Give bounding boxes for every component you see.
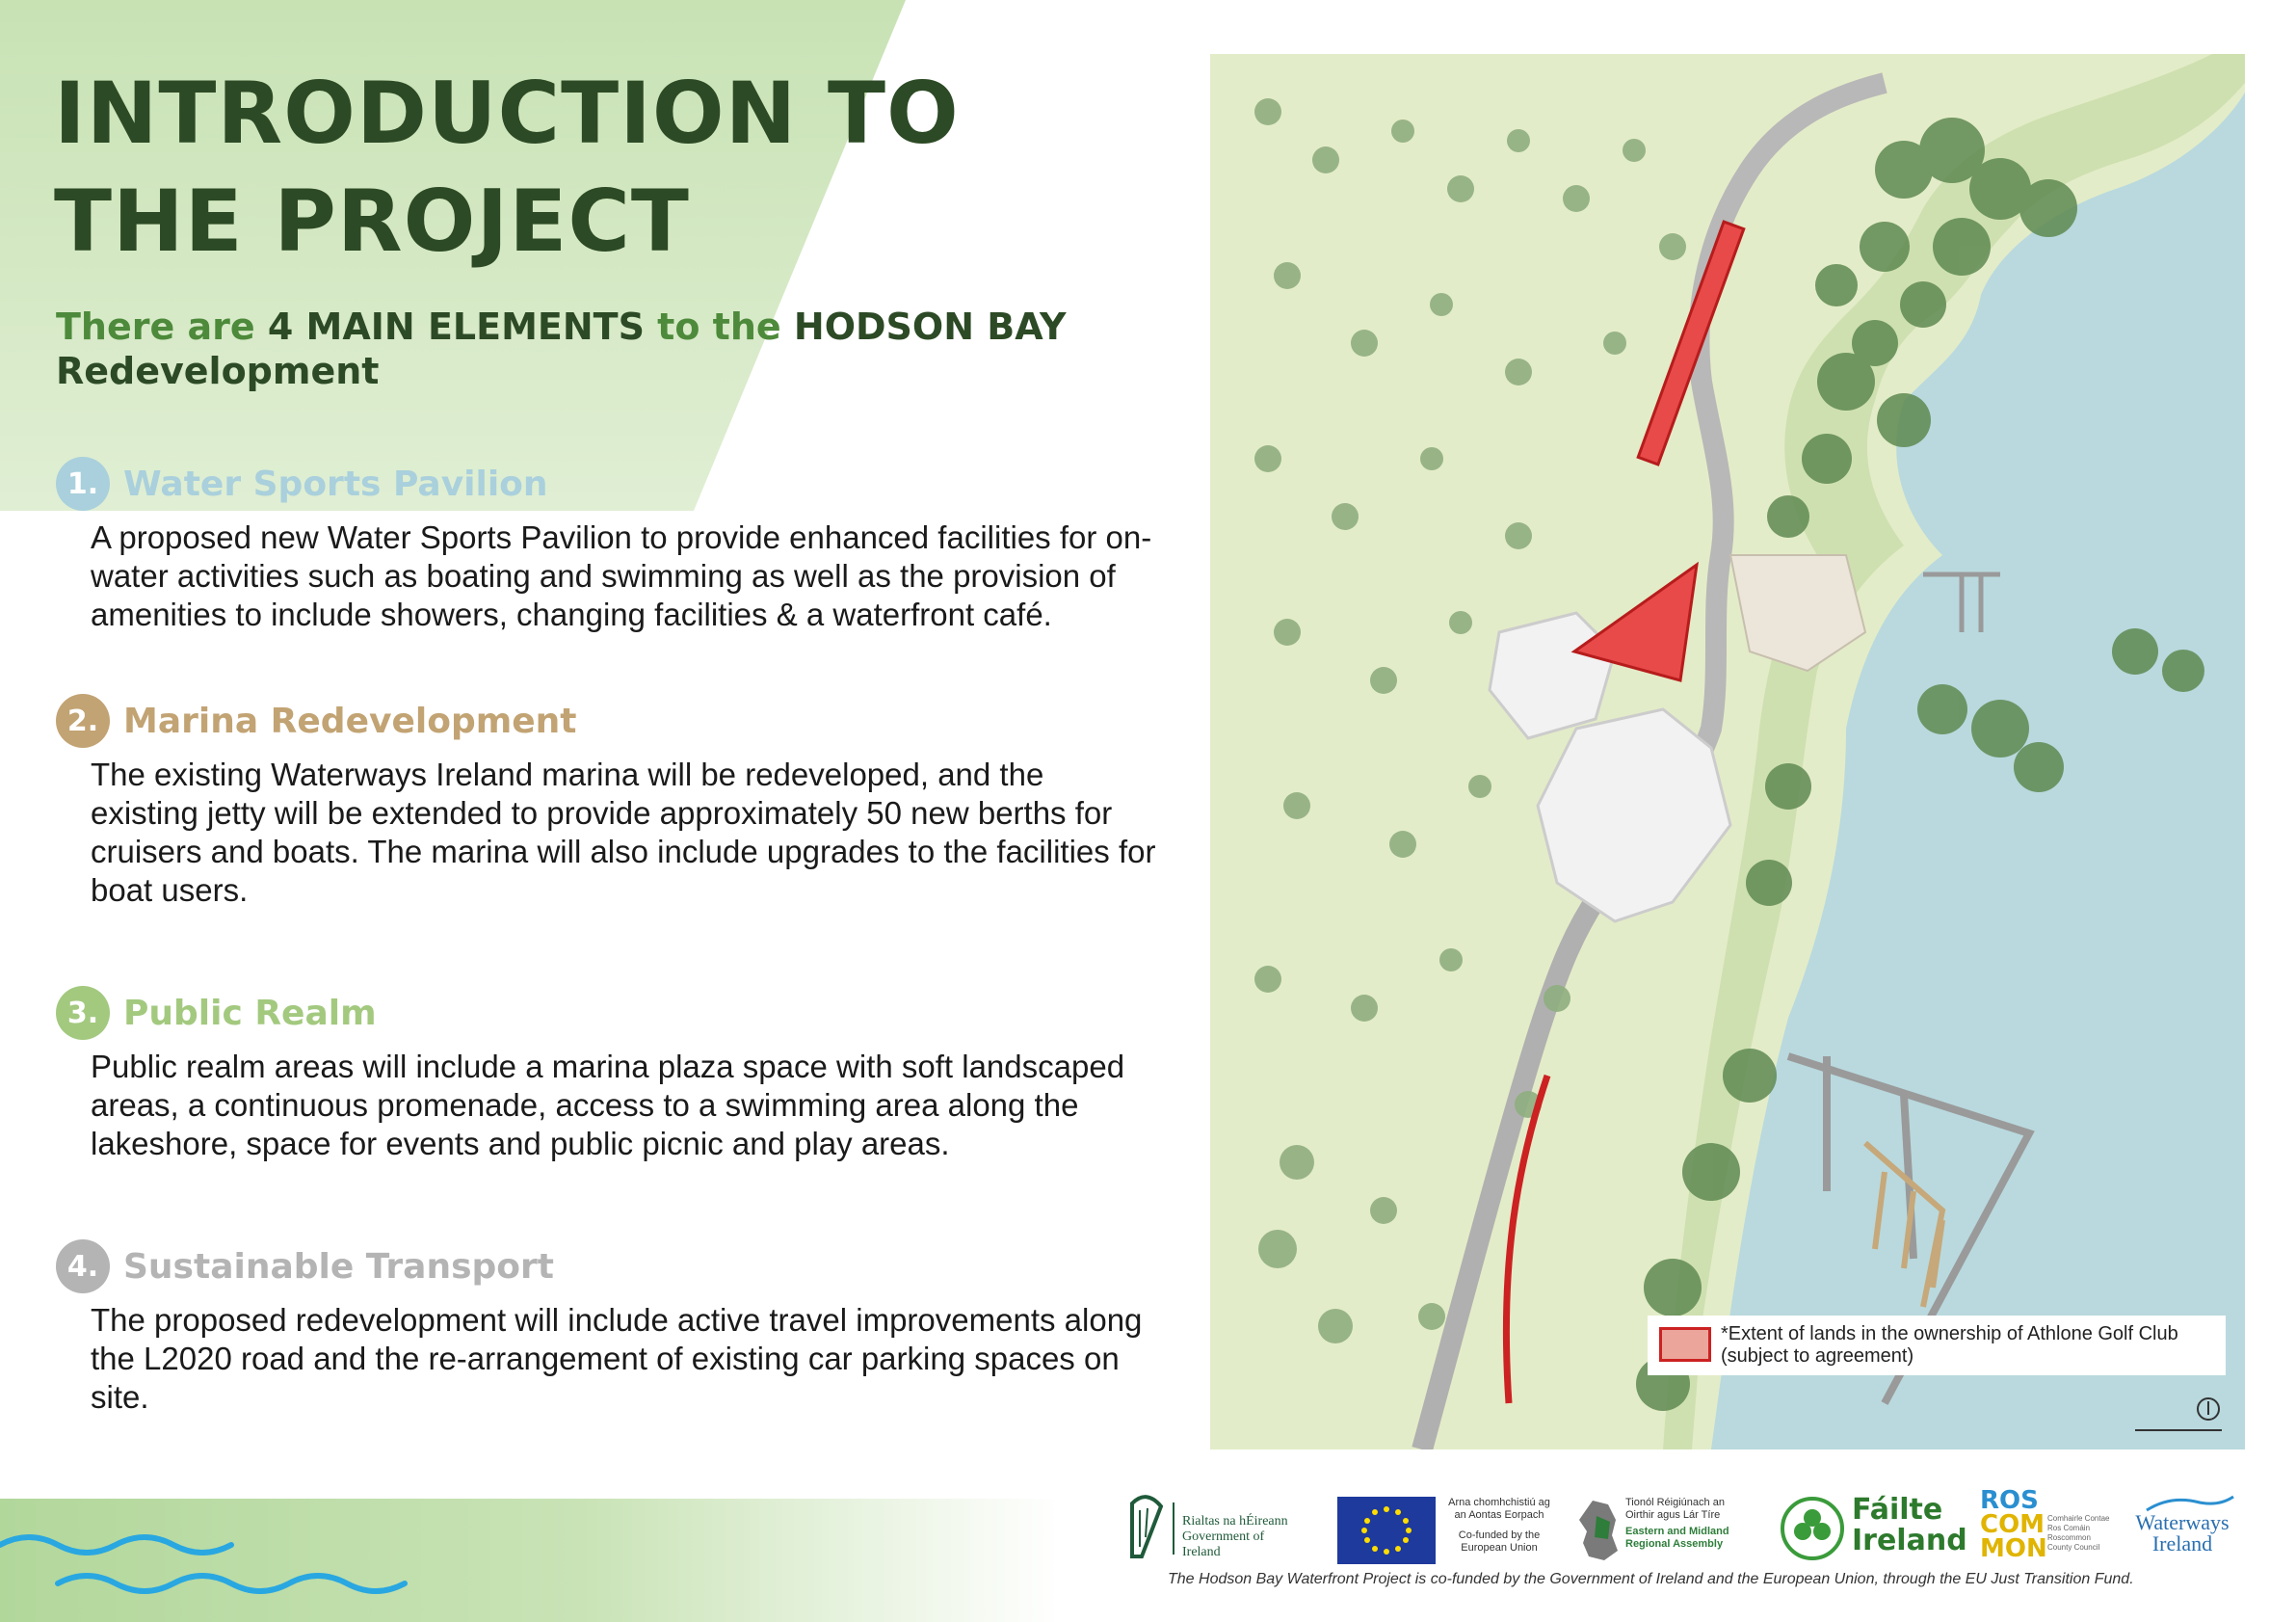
section-water-sports-pavilion: [56, 457, 1152, 634]
legend-swatch: [1659, 1327, 1711, 1362]
roscommon-english-name: Roscommon County Council: [2047, 1533, 2100, 1552]
section-body: A proposed new Water Sports Pavilion to provide enhanced facilities for on-water activities such as boating and swimming as well as the provision of amenities to include showers, changing facilities & a waterfront café.: [91, 519, 1152, 632]
roscommon-irish-name: Comhairle Contae Ros Comáin: [2047, 1514, 2110, 1532]
subtitle-part-2: 4 MAIN ELEMENTS: [267, 306, 645, 348]
section-title: Sustainable Transport: [123, 1246, 554, 1287]
waterways-ireland-logo: [2124, 1489, 2250, 1566]
map-legend: [1648, 1316, 2226, 1375]
government-of-ireland-logo: [1113, 1489, 1306, 1566]
subtitle-part-3: to the: [644, 306, 794, 348]
section-body: The proposed redevelopment will include active travel improvements along the L2020 road and the re-arrangement of existing car parking spaces on site.: [91, 1302, 1143, 1415]
gov-english-name: Government of Ireland: [1182, 1529, 1265, 1559]
legend-text: *Extent of lands in the ownership of Athlone Golf Club (subject to agreement): [1721, 1323, 2178, 1367]
section-marina-redevelopment: [56, 694, 1156, 910]
assembly-english-name: Eastern and Midland Regional Assembly: [1625, 1526, 1729, 1550]
site-plan-illustration: [1210, 54, 2245, 1449]
site-plan-map: [1210, 54, 2245, 1449]
gov-irish-name: Rialtas na hÉireann: [1182, 1514, 1288, 1529]
funding-note: The Hodson Bay Waterfront Project is co-funded by the Government of Ireland and the European Union, through the EU Just Transition Fund.: [1168, 1571, 2134, 1587]
failte-word: Fáilte: [1852, 1493, 1943, 1527]
ireland-map-icon: [1575, 1497, 1623, 1564]
eu-flag-icon: [1337, 1497, 1436, 1564]
subtitle-part-4: HODSON BAY: [793, 306, 1067, 348]
title-line-1: INTRODUCTION TO: [54, 64, 960, 163]
eu-english-text: Co-funded by the European Union: [1458, 1529, 1541, 1554]
section-number-badge: 2.: [56, 694, 110, 748]
page-title: [54, 60, 960, 276]
section-title: Public Realm: [123, 993, 377, 1033]
section-number-badge: 1.: [56, 457, 110, 511]
roscommon-line-2: COM: [1980, 1510, 2045, 1539]
failte-ireland-logo: [1781, 1489, 1967, 1566]
waterways-word: Waterways: [2135, 1510, 2230, 1534]
eu-irish-text: Arna chomhchistiú ag an Aontas Eorpach: [1448, 1497, 1550, 1521]
roscommon-line-3: MON: [1980, 1534, 2047, 1563]
section-number-badge: 3.: [56, 986, 110, 1040]
assembly-irish-name: Tionól Réigiúnach an Oirthir agus Lár Tíre: [1625, 1497, 1725, 1521]
harp-icon: [1122, 1489, 1171, 1566]
section-body: Public realm areas will include a marina plaza space with soft landscaped areas, a continuous promenade, access to a swimming area along the lakeshore, space for events and public picnic and play areas.: [91, 1049, 1125, 1161]
section-title: Marina Redevelopment: [123, 701, 577, 741]
subtitle-part-5: Redevelopment: [56, 350, 380, 392]
ireland-word: Ireland: [2151, 1531, 2213, 1556]
regional-assembly-logo: [1575, 1489, 1739, 1566]
waves-decoration: [0, 1528, 424, 1595]
subtitle: [56, 305, 1116, 393]
section-title: Water Sports Pavilion: [123, 464, 548, 504]
section-body: The existing Waterways Ireland marina will be redeveloped, and the existing jetty will be extended to provide approximately 50 new berths for cruisers and boats. The marina will also include upgrades to the facilities for boat users.: [91, 757, 1156, 908]
subtitle-part-1: There are: [56, 306, 268, 348]
shamrock-icon: [1781, 1497, 1844, 1560]
title-line-2: THE PROJECT: [54, 172, 690, 271]
roscommon-line-1: ROS: [1980, 1486, 2039, 1515]
section-public-realm: [56, 986, 1145, 1163]
funder-logos: [1113, 1486, 2250, 1576]
section-sustainable-transport: [56, 1239, 1145, 1417]
ireland-word: Ireland: [1852, 1524, 1967, 1557]
section-number-badge: 4.: [56, 1239, 110, 1293]
roscommon-county-council-logo: [1980, 1486, 2115, 1566]
eu-cofunded-logo: [1337, 1489, 1559, 1566]
